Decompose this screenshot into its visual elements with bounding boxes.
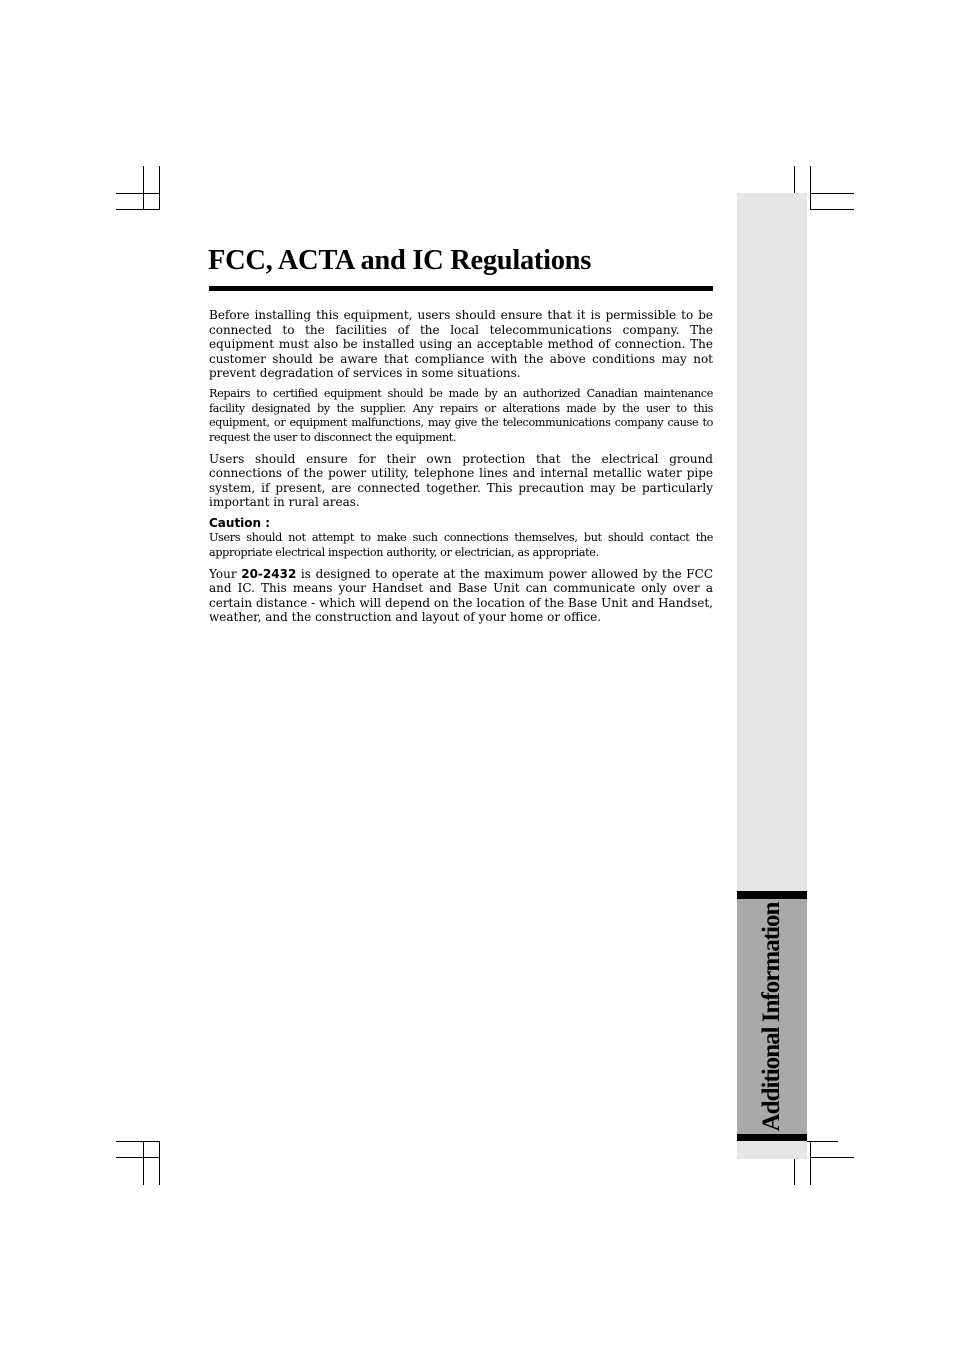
document-body — [209, 308, 713, 631]
paragraph-repairs: Repairs to certified equipment should be made by an authorized Canadian maintenance facility designated by the supplier. Any repairs or alterations made by the user to this equipment, or equipment malfunctions, may give the telecommunications company cause to request the user to disconnect the equipment. — [209, 387, 713, 444]
crop-mark — [810, 193, 854, 194]
crop-mark — [143, 166, 144, 210]
title-rule — [209, 286, 713, 291]
crop-mark — [159, 166, 160, 210]
page-title: FCC, ACTA and IC Regulations — [208, 245, 592, 276]
range-suffix: is designed to operate at the maximum power allowed by the FCC and IC. This means your Handset and Base Unit can communicate only over a certain distance - which will depend on the location of the Base Unit and Handset, weather, and the construction and layout of your home or office. — [209, 566, 713, 624]
section-tab — [737, 891, 807, 1141]
paragraph-installation: Before installing this equipment, users should ensure that it is permissible to be connected to the facilities of the local telecommunications company. The equipment must also be installed using an acceptable method of connection. The customer should be aware that compliance with the above conditions may not prevent degradation of services in some situations. — [209, 308, 713, 380]
crop-mark — [810, 209, 854, 210]
crop-mark — [116, 193, 160, 194]
crop-mark — [810, 1157, 854, 1158]
crop-mark — [116, 1141, 160, 1142]
paragraph-range — [209, 567, 713, 625]
crop-mark — [143, 1141, 144, 1185]
crop-mark — [116, 1157, 160, 1158]
crop-mark — [810, 166, 811, 210]
paragraph-grounding: Users should ensure for their own protection that the electrical ground connections of the power utility, telephone lines and internal metallic water pipe system, if present, are connected together. This precaution may be particularly important in rural areas. — [209, 451, 713, 509]
crop-mark — [810, 1141, 811, 1185]
crop-mark — [116, 209, 160, 210]
range-prefix: Your — [209, 566, 242, 581]
caution-text: Users should not attempt to make such connections themselves, but should contact the appropriate electrical inspection authority, or electrician, as appropriate. — [209, 531, 713, 559]
crop-mark — [159, 1141, 160, 1185]
model-number: 20-2432 — [241, 566, 297, 581]
section-tab-label: Additional Information — [758, 902, 785, 1131]
caution-heading: Caution : — [209, 516, 271, 530]
